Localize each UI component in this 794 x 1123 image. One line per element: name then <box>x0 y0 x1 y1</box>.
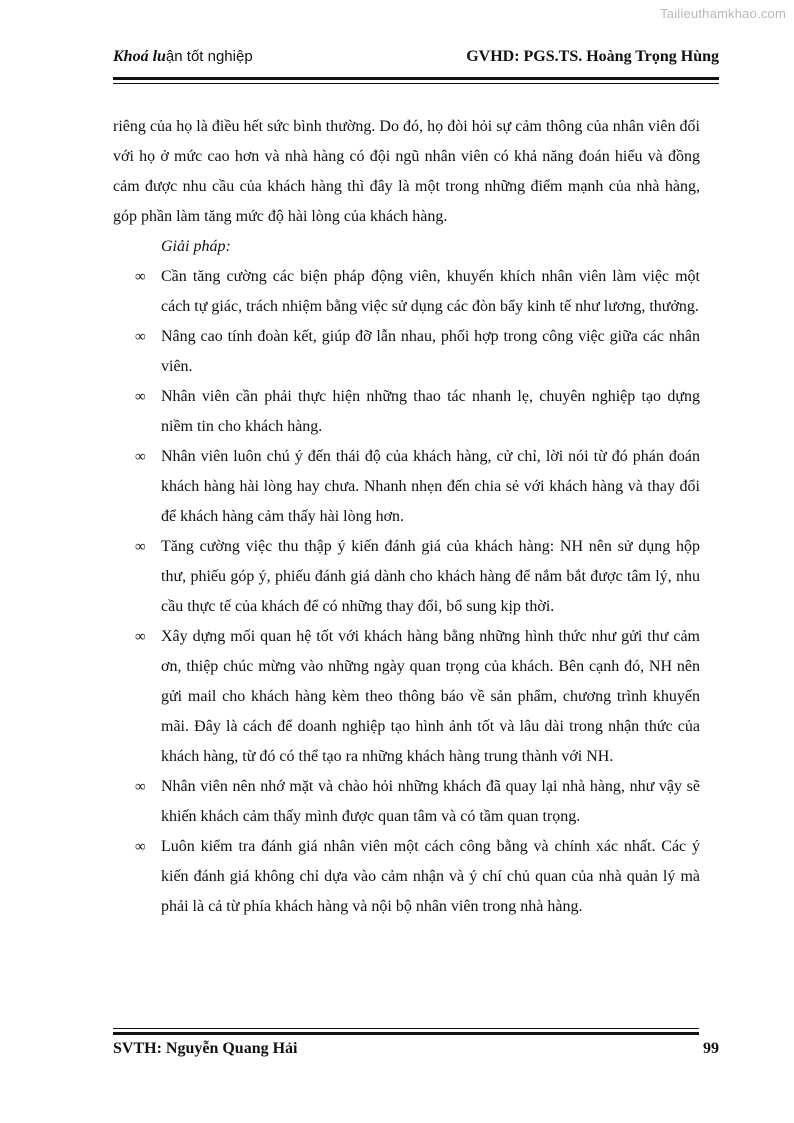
list-item <box>113 382 700 442</box>
page-footer <box>113 1040 719 1064</box>
header-advisor: GVHD: PGS.TS. Hoàng Trọng Hùng <box>466 48 719 65</box>
page-header <box>113 48 719 72</box>
list-item <box>113 262 700 322</box>
infinity-bullet-icon: ∞ <box>135 329 146 345</box>
page-body <box>113 112 700 922</box>
page-number: 99 <box>703 1040 719 1057</box>
list-item-text: Nhân viên cần phải thực hiện những thao tác nhanh lẹ, chuyên nghiệp tạo dựng niềm tin cho khách hàng. <box>161 388 700 435</box>
watermark: Tailieuthamkhao.com <box>660 6 786 21</box>
header-rule-thin <box>113 83 719 84</box>
list-item-text: Tăng cường việc thu thập ý kiến đánh giá của khách hàng: NH nên sử dụng hộp thư, phiếu góp ý, phiếu đánh giá dành cho khách hàng để nắm bắt được tâm lý, nhu cầu thực tế của khách để có những thay đổi, bổ sung kịp thời. <box>161 538 700 615</box>
list-item <box>113 322 700 382</box>
infinity-bullet-icon: ∞ <box>135 269 146 285</box>
infinity-bullet-icon: ∞ <box>135 839 146 855</box>
header-title-rest: ận tốt nghiệp <box>165 48 253 65</box>
infinity-bullet-icon: ∞ <box>135 779 146 795</box>
header-rule-thick <box>113 77 719 80</box>
intro-paragraph: riêng của họ là điều hết sức bình thường. Do đó, họ đòi hỏi sự cảm thông của nhân viên đối với họ ở mức cao hơn và nhà hàng có đội ngũ nhân viên có khả năng đoán hiểu và đồng cảm được nhu cầu của khách hàng thì đây là một trong những điểm mạnh của nhà hàng, góp phần làm tăng mức độ hài lòng của khách hàng. <box>113 118 700 225</box>
header-thesis-title <box>113 48 253 66</box>
list-item-text: Nâng cao tính đoàn kết, giúp đỡ lẫn nhau, phối hợp trong công việc giữa các nhân viên. <box>161 328 700 375</box>
list-item-text: Nhân viên luôn chú ý đến thái độ của khách hàng, cử chỉ, lời nói từ đó phán đoán khách hàng hài lòng hay chưa. Nhanh nhẹn đến chia sẻ với khách hàng và thay đổi để khách hàng cảm thấy hài lòng hơn. <box>161 448 700 525</box>
solutions-label: Giải pháp: <box>161 238 231 255</box>
footer-rule-thin <box>113 1028 699 1029</box>
footer-author: SVTH: Nguyễn Quang Hải <box>113 1040 298 1057</box>
list-item <box>113 622 700 772</box>
footer-rule-thick <box>113 1032 699 1035</box>
list-item-text: Nhân viên nên nhớ mặt và chào hỏi những khách đã quay lại nhà hàng, như vậy sẽ khiến khách cảm thấy mình được quan tâm và có tầm quan trọng. <box>161 778 700 825</box>
infinity-bullet-icon: ∞ <box>135 449 146 465</box>
solutions-list <box>113 262 700 922</box>
list-item <box>113 832 700 922</box>
list-item-text: Xây dựng mối quan hệ tốt với khách hàng bằng những hình thức như gửi thư cảm ơn, thiệp chúc mừng vào những ngày quan trọng của khách. Bên cạnh đó, NH nên gửi mail cho khách hàng kèm theo thông báo về sản phẩm, chương trình khuyến mãi. Đây là cách để doanh nghiệp tạo hình ảnh tốt và lâu dài trong nhận thức của khách hàng, từ đó có thể tạo ra những khách hàng trung thành với NH. <box>161 628 700 765</box>
infinity-bullet-icon: ∞ <box>135 629 146 645</box>
header-title-italic: Khoá lu <box>113 48 166 65</box>
infinity-bullet-icon: ∞ <box>135 389 146 405</box>
infinity-bullet-icon: ∞ <box>135 539 146 555</box>
list-item-text: Luôn kiểm tra đánh giá nhân viên một cách công bằng và chính xác nhất. Các ý kiến đánh giá không chỉ dựa vào cảm nhận và ý chí chủ quan của nhà quản lý mà phải là cả từ phía khách hàng và nội bộ nhân viên trong nhà hàng. <box>161 838 700 915</box>
list-item <box>113 532 700 622</box>
list-item <box>113 442 700 532</box>
list-item-text: Cần tăng cường các biện pháp động viên, khuyến khích nhân viên làm việc một cách tự giác, trách nhiệm bằng việc sử dụng các đòn bẩy kinh tế như lương, thưởng. <box>161 268 700 315</box>
list-item <box>113 772 700 832</box>
